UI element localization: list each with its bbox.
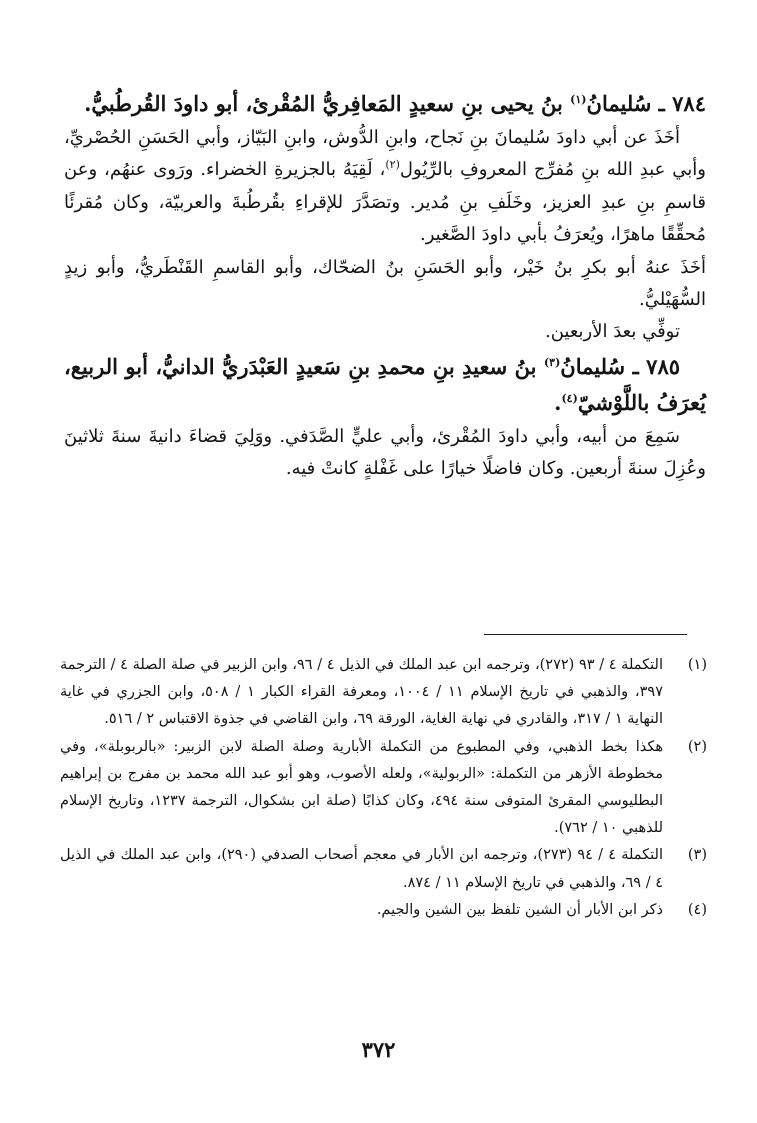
footnote-ref: (٤) (561, 391, 578, 405)
entry-end: . (554, 389, 562, 415)
entry-heading-785: ٧٨٥ ـ سُليمانُ$^{(٣)}$ بنُ سعيدِ بنِ محمدِ بنِ سَعيدٍ العَبْدَريُّ الدانيُّ، أبو الربيع، يُعرَفُ باللَّوْشيّ$^{(٤)}$. (64, 353, 706, 415)
footnote-number: (٣) (687, 847, 707, 864)
footnote (60, 842, 707, 896)
entry-heading-784: ٧٨٤ ـ سُليمانُ$^{(١)}$ بنُ يحيى بنِ سعيدٍ المَعافِريُّ المُقْرئ، أبو داودَ القُرطُبيُّ. (84, 91, 706, 116)
entry-number: ٧٨٥ (646, 353, 681, 379)
footnote-number: (٤) (687, 901, 707, 918)
entry-paragraph: توفِّي بعدَ الأربعين. (544, 321, 680, 343)
entry-lineage: بنُ يحيى بنِ سعيدٍ المَعافِريُّ المُقْرئ، أبو داودَ القُرطُبيُّ. (84, 91, 563, 116)
footnote-number: (١) (687, 657, 707, 673)
footnote-ref: (٣) (543, 355, 561, 369)
paragraph-text: ، لَقِيَهُ بالجزيرةِ الخضراء. ورَوى عنهُم، وعن قاسمِ بنِ عبدِ العزيز، وخَلَفِ بنِ مُدير. وتصَدَّرَ للإقراءِ بقُرطُبةَ والعربيّة، وكان مُقرئًا مُحقِّقًا ماهرًا، ويُعرَفُ بأبي داودَ الصَّغير. (64, 159, 706, 246)
footnote-text: التكملة ٤ / ٩٤ (٢٧٣)، وترجمه ابن الأبار في معجم أصحاب الصدفي (٢٩٠)، وابن عبد الملك في الذيل ٤ / ٦٩، والذهبي في تاريخ الإسلام ١١ / ٨٧٤. (60, 847, 663, 891)
entry-name: سُليمانُ (586, 91, 652, 116)
footnote-text: هكذا بخط الذهبي، وفي المطبوع من التكملة الأبارية وصلة الصلة لابن الزبير: «بالربوبلة»، وفي مخطوطة الأزهر من التكملة: «الربولية»، ولعله الأصوب، وهو أبو عبد الله محمد بن مفرج بن إبراهيم البطليوسي المقرئ المتوفى سنة ٤٩٤، وكان كذابًا (صلة ابن بشكوال، الترجمة ١٢٣٧، وتاريخ الإسلام للذهبي ١٠ / ٧٦٢). (60, 738, 663, 837)
page-number: ٣٧٢ (361, 1037, 396, 1062)
entry-paragraph (64, 122, 706, 252)
footnotes (60, 652, 707, 924)
entry-name: سُليمانُ (560, 353, 626, 379)
paragraph-text: أخَذَ عن أبي داودَ سُليمانَ بنِ نَجاح، وابنِ الدُّوش، وابنِ البَيّاز، وأبي الحَسَنِ الحُصْريِّ، وأبي عبدِ الله بنِ مُفرِّج المعروفِ بالرِّيُول (64, 127, 707, 181)
footnote-number: (٢) (687, 738, 707, 755)
footnote-divider (484, 634, 687, 635)
entry-paragraph: سَمِعَ من أبيه، وأبي داودَ المُقْرئ، وأبي عليٍّ الصَّدَفي. ووَلِيَ قضاءَ دانيةَ سنةَ ثلاثينَ وعُزِلَ سنةَ أربعين. وكان فاضلًا خيارًا على غَفْلةٍ كانتْ فيه. (64, 425, 706, 480)
entry-number: ٧٨٤ (672, 91, 706, 116)
main-text (64, 86, 706, 486)
footnote (60, 897, 707, 924)
footnote-text: التكملة ٤ / ٩٣ (٢٧٢)، وترجمه ابن عبد الملك في الذيل ٤ / ٩٦، وابن الزبير في صلة الصلة ٤ / الترجمة ٣٩٧، والذهبي في تاريخ الإسلام ١١ / ١٠٠٤، ومعرفة القراء الكبار ١ / ٥٠٨، وابن الجزري في غاية النهاية ١ / ٣١٧، والقادري في نهاية الغاية، الورقة ٦٩، وابن القاضي في جذوة الاقتباس ٢ / ٥١٦. (60, 657, 663, 728)
footnote (60, 652, 707, 734)
footnote-text: ذكر ابن الأبار أن الشين تلفظ بين الشين والجيم. (376, 901, 663, 918)
footnote-ref: (٢) (385, 158, 400, 172)
entry-paragraph: أخَذَ عنهُ أبو بكرِ بنُ خَيْر، وأبو الحَسَنِ بنُ الضحّاك، وأبو القاسمِ القَنْطَريُّ، وأبو زيدٍ السُّهَيْليُّ. (64, 256, 706, 311)
entry-lineage: بنُ سعيدِ بنِ محمدِ بنِ سَعيدٍ العَبْدَريُّ الدانيُّ، أبو الربيع، يُعرَفُ باللَّوْشيّ (64, 353, 706, 415)
footnote-ref: (١) (570, 93, 587, 106)
footnote (60, 734, 707, 843)
